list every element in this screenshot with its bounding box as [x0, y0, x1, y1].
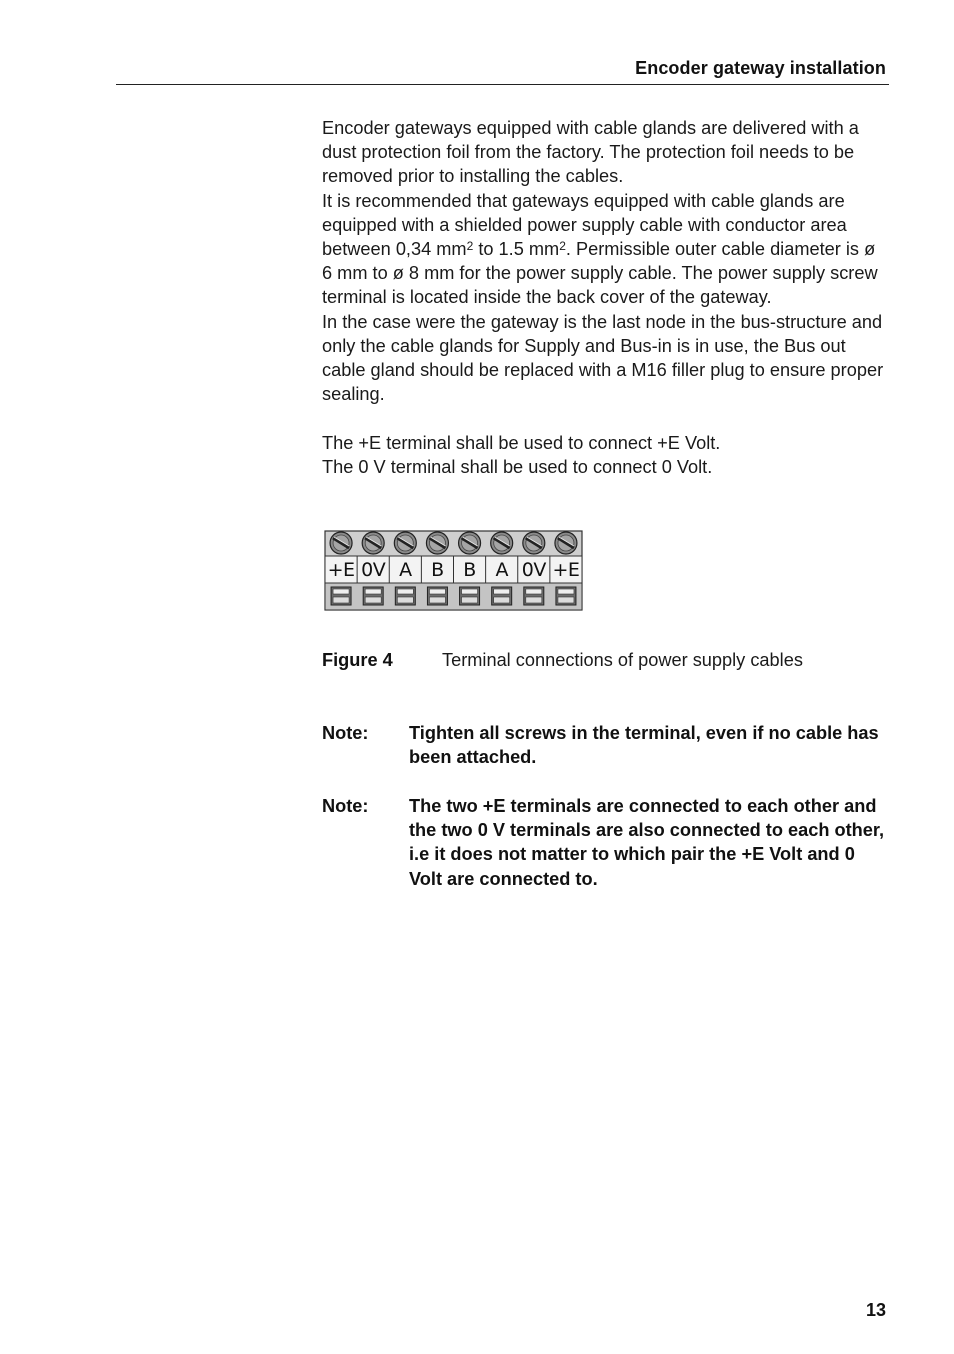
line-e-terminal: The +E terminal shall be used to connect +E Volt.: [322, 432, 721, 453]
terminal-clamp-top: [462, 589, 478, 594]
superscript-2: 2: [466, 239, 474, 254]
note-label: Note:: [322, 796, 369, 816]
terminal-clamp-top: [333, 589, 349, 594]
page-header-title: Encoder gateway installation: [635, 58, 886, 78]
paragraph-filler-plug: In the case were the gateway is the last node in the bus-structure and only the cable glands for Supply and Bus-in is in use, the Bus out cable gland should be replaced with a M16 filler plug to ensure proper sealing.: [322, 311, 884, 405]
body-text: [322, 116, 887, 479]
terminal-label: 0V: [521, 559, 546, 581]
terminal-clamp-top: [494, 589, 510, 594]
terminal-label: A: [399, 559, 412, 581]
terminal-clamp-bottom: [333, 597, 349, 603]
terminal-clamp-bottom: [558, 597, 574, 603]
terminal-label: +E: [552, 559, 580, 581]
terminal-clamp-bottom: [429, 597, 445, 603]
terminal-clamp-top: [397, 589, 413, 594]
terminal-label: B: [431, 559, 444, 581]
page-number: 13: [865, 1300, 886, 1320]
cable-spec-text-a: It is recommended that gateways equipped with cable glands are equipped with a shielded power supply cable with conductor area between 0,34 mm: [322, 190, 847, 260]
note-label: Note:: [322, 723, 369, 743]
cable-spec-text-c: . Permissible outer cable diameter is ø 6 mm to ø 8 mm for the power supply cable. The power supply screw terminal is located inside the back cover of the gateway.: [322, 239, 878, 308]
note-text: The two +E terminals are connected to each other and the two 0 V terminals are also connected to each other, i.e it does not matter to which pair the +E Volt and 0 Volt are connected to.: [409, 796, 885, 889]
figure-caption-text: Terminal connections of power supply cables: [442, 650, 803, 670]
terminal-clamp-bottom: [365, 597, 381, 603]
line-0v-terminal: The 0 V terminal shall be used to connect 0 Volt.: [322, 456, 713, 477]
paragraph-cable-spec: [322, 189, 887, 310]
terminal-label: 0V: [361, 559, 386, 581]
note-terminal-pairs: [322, 794, 887, 891]
paragraph-dust-foil: Encoder gateways equipped with cable glands are delivered with a dust protection foil from the factory. The protection foil needs to be removed prior to installing the cables.: [322, 118, 859, 187]
cable-spec-text-b: to 1.5 mm: [473, 239, 560, 260]
note-tighten-screws: [322, 721, 887, 769]
note-text: Tighten all screws in the terminal, even if no cable has been attached.: [409, 723, 879, 768]
terminal-clamp-top: [558, 589, 574, 594]
terminal-label: +E: [327, 559, 355, 581]
figure-label: Figure 4: [322, 650, 393, 670]
terminal-clamp-top: [365, 589, 381, 594]
terminal-label: B: [463, 559, 476, 581]
header-divider: [116, 84, 889, 85]
terminal-block-figure: [324, 530, 583, 611]
terminal-label: A: [495, 559, 508, 581]
superscript-2: 2: [559, 239, 566, 254]
terminal-clamp-top: [526, 589, 542, 594]
figure-caption: [322, 650, 803, 671]
terminal-clamp-bottom: [526, 597, 542, 603]
terminal-clamp-top: [429, 589, 445, 594]
terminal-clamp-bottom: [462, 597, 478, 603]
terminal-clamp-bottom: [494, 597, 510, 603]
terminal-clamp-bottom: [397, 597, 413, 603]
